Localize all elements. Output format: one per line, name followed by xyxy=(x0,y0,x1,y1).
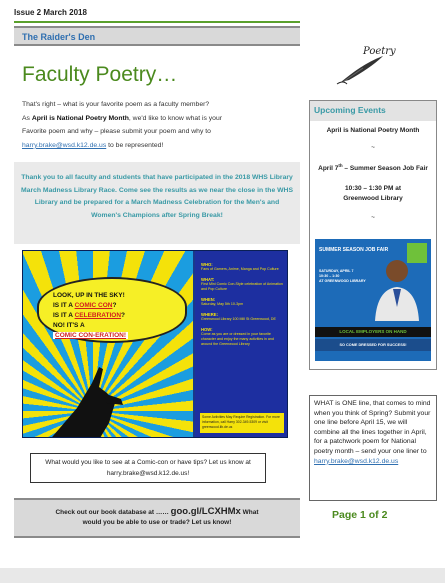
job-fair-time: 10:30 – 1:30 PM at Greenwood Library xyxy=(343,185,403,203)
bubble-line-1: LOOK, UP IN THE SKY! xyxy=(53,292,125,299)
bubble-line-2: IS IT A COMIC CON? xyxy=(53,302,117,309)
poster-when-value: Saturday, May 5th 10-3pm xyxy=(201,302,244,306)
poster-who-value: Fans of Gamers, Anime, Manga and Pop Culture xyxy=(201,267,279,271)
spring-one-line-box xyxy=(309,395,437,501)
poster-how-value: Come as you are or dressed in your favorite character and enjoy the many activities in and around the Greenwood Library xyxy=(201,332,274,346)
poster-what-label: WHAT: xyxy=(201,277,215,282)
bubble-line-3: IS IT A CELEBRATION? xyxy=(53,312,126,319)
intro-line-3: Favorite poem and why – please submit your poem and why to xyxy=(22,128,211,136)
one-line-text: WHAT is ONE line, that comes to mind when you think of Spring? Submit your one line before April 15, we will combine all the lines together in April, for a patchwork poem for National poetry month – send your one liner to xyxy=(314,400,431,455)
comic-con-poster xyxy=(22,250,288,438)
intro-poetry-month: April is National Poetry Month xyxy=(31,114,129,122)
quill-icon xyxy=(333,38,411,88)
thanks-box: Thank you to all faculty and students that have participated in the 2018 WHS Library March Madness Library Race. Come see the results as we near the close in the WHS Library and be prepared for a March Madness Celebration for the Men's and Women's Champions after Spring Break! xyxy=(14,162,300,244)
poster-when-label: WHEN: xyxy=(201,297,216,302)
header-rule xyxy=(14,21,300,23)
footer-band xyxy=(0,568,445,583)
poster-where-value: Greenwood Library 100 Mill St Greenwood, DE xyxy=(201,317,276,321)
comic-con-feedback-box: What would you like to see at a Comic-con or have tips? Let us know at harry.brake@wsd.k12.de.us! xyxy=(30,453,266,483)
bubble-line-5: COMIC CON-ERATION! xyxy=(55,332,127,339)
issue-label: Issue 2 March 2018 xyxy=(14,8,87,17)
section-title: Faculty Poetry… xyxy=(22,63,178,86)
checkout-line-1: Check out our book database at …… goo.gl/LCXHMx What xyxy=(55,506,259,517)
intro-line-2c: , we'd like to know what is your xyxy=(128,114,222,122)
poster-where-label: WHERE: xyxy=(201,312,218,317)
checkout-line-2: would you be able to use or trade? Let us know! xyxy=(82,519,232,526)
poetry-month-note: April is National Poetry Month xyxy=(326,127,420,134)
poster-who-label: WHO: xyxy=(201,262,213,267)
poster-how-label: HOW: xyxy=(201,327,213,332)
one-line-email-link[interactable]: harry.brake@wsd.k12.de.us xyxy=(314,457,399,465)
bubble-line-4: NO! IT'S A xyxy=(53,322,85,329)
poster-what-value: First Mini Comic Con-Style celebration of Animation and Pop Culture xyxy=(201,282,283,291)
newsletter-banner: The Raider's Den xyxy=(14,26,300,46)
job-fair-flyer xyxy=(315,239,431,361)
separator-tilde: ~ xyxy=(371,144,375,151)
page-indicator: Page 1 of 2 xyxy=(332,509,388,521)
flyer-badge xyxy=(407,243,427,263)
flyer-employers-bar: LOCAL EMPLOYERS ON HAND xyxy=(315,327,431,337)
intro-paragraph xyxy=(22,98,296,152)
upcoming-events-heading: Upcoming Events xyxy=(310,101,436,121)
database-link[interactable]: goo.gl/LCXHMx xyxy=(170,506,241,517)
job-fair-title: April 7th – Summer Season Job Fair xyxy=(318,163,428,173)
poster-note: Some Activities May Require Registration. For more information, call Harry 302-349-5309 or visit greenwood.lib.de.us xyxy=(200,413,284,433)
poetry-logo-word: Poetry xyxy=(363,46,396,57)
intro-line-2a: As xyxy=(22,114,32,122)
pointing-hand-icon xyxy=(37,363,149,438)
book-database-banner xyxy=(14,498,300,538)
flyer-dress-bar: SO COME DRESSED FOR SUCCESS! xyxy=(315,339,431,351)
intro-line-1: That's right – what is your favorite poem as a faculty member? xyxy=(22,101,210,108)
upcoming-events-sidebar xyxy=(309,100,437,370)
separator-tilde-2: ~ xyxy=(371,214,375,222)
flyer-title: SUMMER SEASON JOB FAIR xyxy=(319,247,389,253)
poster-info-panel xyxy=(195,251,288,438)
intro-email-link[interactable]: harry.brake@wsd.k12.de.us xyxy=(22,141,107,149)
flyer-details: SATURDAY, APRIL 7 10:30 – 1:30 AT GREENWOOD LIBRARY xyxy=(319,269,366,283)
intro-line-4: to be represented! xyxy=(106,141,164,149)
poster-speech-bubble xyxy=(37,277,187,343)
